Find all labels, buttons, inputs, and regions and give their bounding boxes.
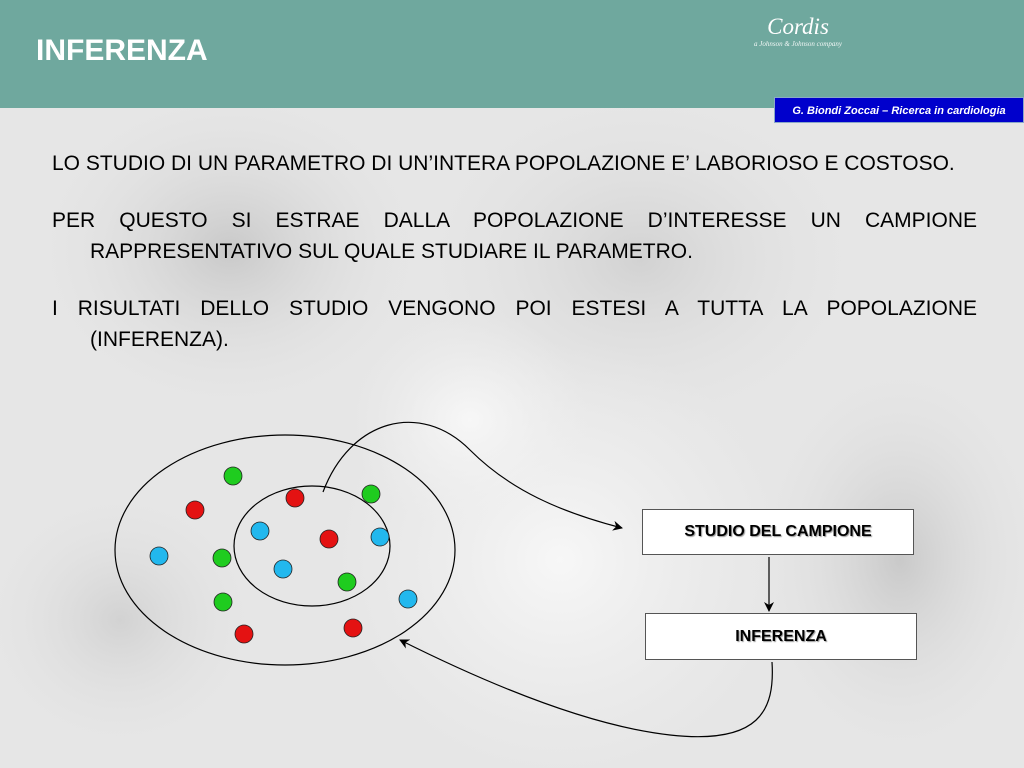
sample-dot-red [286, 489, 304, 507]
sample-ellipse [234, 486, 390, 606]
population-dot-green [213, 549, 231, 567]
population-dot-green [362, 485, 380, 503]
inference-box: INFERENZA [645, 613, 917, 660]
logo-name: Cordis [767, 14, 829, 39]
sample-dot-red [320, 530, 338, 548]
population-dot-green [214, 593, 232, 611]
population-dot-blue [399, 590, 417, 608]
author-credit: G. Biondi Zoccai – Ricerca in cardiologia [774, 97, 1024, 123]
study-sample-box: STUDIO DEL CAMPIONE [642, 509, 914, 555]
population-dot-red [235, 625, 253, 643]
sample-dot-blue [371, 528, 389, 546]
paragraph-inference: I RISULTATI DELLO STUDIO VENGONO POI ESTESI A TUTTA LA POPOLAZIONE (INFERENZA). [52, 297, 977, 351]
sample-dot-blue [274, 560, 292, 578]
population-dot-blue [150, 547, 168, 565]
population-dot-green [224, 467, 242, 485]
paragraph-cost: LO STUDIO DI UN PARAMETRO DI UN’INTERA POPOLAZIONE E’ LABORIOSO E COSTOSO. [52, 152, 955, 175]
logo-tagline: a Johnson & Johnson company [754, 40, 842, 48]
arrow-to-study [323, 422, 622, 528]
population-dot-red [344, 619, 362, 637]
slide-title: INFERENZA [36, 34, 208, 67]
paragraph-sample: PER QUESTO SI ESTRAE DALLA POPOLAZIONE D’INTERESSE UN CAMPIONE RAPPRESENTATIVO SUL QUALE STUDIARE IL PARAMETRO. [52, 209, 977, 263]
population-dot-red [186, 501, 204, 519]
sample-dot-green [338, 573, 356, 591]
sample-dot-blue [251, 522, 269, 540]
